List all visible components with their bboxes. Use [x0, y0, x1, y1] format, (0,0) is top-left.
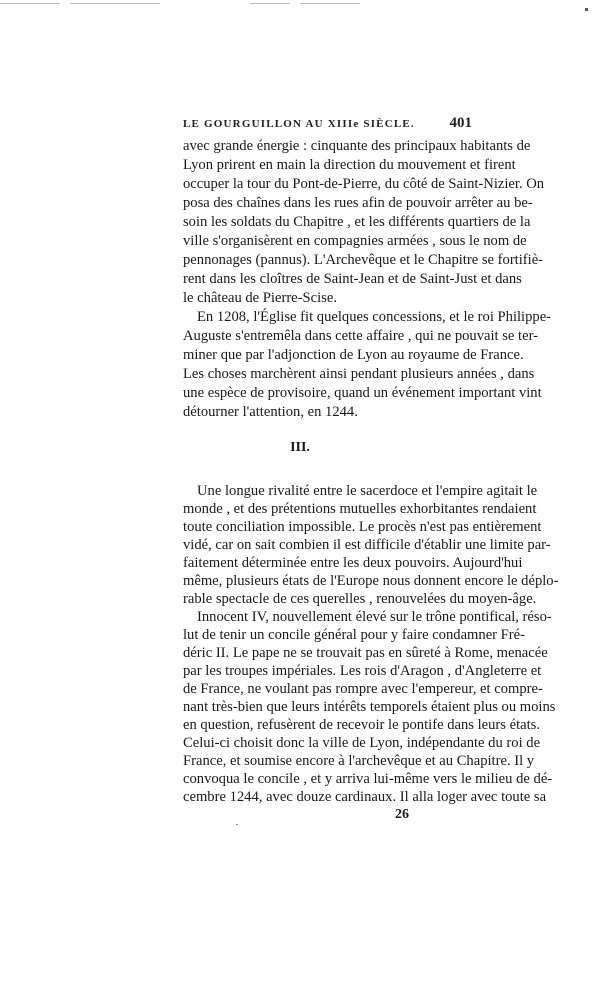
section-heading: III. — [290, 440, 310, 455]
text-line: le château de Pierre-Scise. — [183, 290, 337, 306]
scan-speck — [585, 8, 588, 11]
text-line: Lyon prirent en main la direction du mouvement et firent — [183, 157, 516, 173]
text-line: avec grande énergie : cinquante des principaux habitants de — [183, 138, 531, 154]
text-line: vidé, car on sait combien il est difficile d'établir une limite par- — [183, 537, 551, 553]
scan-speck — [236, 824, 238, 825]
text-line: lut de tenir un concile général pour y faire condamner Fré- — [183, 627, 525, 643]
text-line: détourner l'attention, en 1244. — [183, 404, 358, 420]
text-line: soin les soldats du Chapitre , et les différents quartiers de la — [183, 214, 531, 230]
text-line: rable spectacle de ces querelles , renouvelées du moyen-âge. — [183, 591, 537, 607]
text-line: pennonages (pannus). L'Archevêque et le Chapitre se fortifiè- — [183, 252, 544, 268]
text-line: par les troupes impériales. Les rois d'Aragon , d'Angleterre et — [183, 663, 542, 679]
text-line: une espèce de provisoire, quand un événement important vint — [183, 385, 542, 401]
text-line: faitement déterminée entre les deux pouvoirs. Aujourd'hui — [183, 555, 523, 571]
text-line: cembre 1244, avec douze cardinaux. Il alla loger avec toute sa — [183, 789, 547, 805]
text-line: déric II. Le pape ne se trouvait pas en sûreté à Rome, menacée — [183, 645, 548, 661]
text-line: Une longue rivalité entre le sacerdoce et l'empire agitait le — [197, 483, 538, 499]
text-line: ville s'organisèrent en compagnies armées , sous le nom de — [183, 233, 527, 249]
text-line: nant très-bien que leurs intérêts temporels étaient plus ou moins — [183, 699, 556, 715]
text-line: en question, refusèrent de recevoir le pontife dans leurs états. — [183, 717, 541, 733]
text-line: de France, ne voulant pas rompre avec l'empereur, et compre- — [183, 681, 543, 697]
text-line: rent dans les cloîtres de Saint-Jean et de Saint-Just et dans — [183, 271, 522, 287]
text-line: En 1208, l'Église fit quelques concessions, et le roi Philippe- — [197, 309, 552, 325]
text-line: Innocent IV, nouvellement élevé sur le trône pontifical, réso- — [197, 609, 552, 625]
text-line: convoqua le concile , et y arriva lui-même vers le milieu de dé- — [183, 771, 553, 787]
scan-edge-artifacts — [0, 0, 600, 8]
signature-mark: 26 — [395, 807, 409, 822]
text-line: Les choses marchèrent ainsi pendant plusieurs années , dans — [183, 366, 535, 382]
text-line: posa des chaînes dans les rues afin de pouvoir arrêter au be- — [183, 195, 533, 211]
text-line: toute conciliation impossible. Le procès n'est pas entièrement — [183, 519, 542, 535]
text-line: occuper la tour du Pont-de-Pierre, du côté de Saint-Nizier. On — [183, 176, 545, 192]
text-line: même, plusieurs états de l'Europe nous donnent encore le déplo- — [183, 573, 559, 589]
text-line: Auguste s'entremêla dans cette affaire , qui ne pouvait se ter- — [183, 328, 539, 344]
text-line: miner que par l'adjonction de Lyon au royaume de France. — [183, 347, 524, 363]
text-line: monde , et des prétentions mutuelles exhorbitantes rendaient — [183, 501, 537, 517]
running-title: LE GOURGUILLON AU XIIIe SIÈCLE. — [183, 118, 415, 130]
text-line: Celui-ci choisit donc la ville de Lyon, indépendante du roi de — [183, 735, 541, 751]
page-number: 401 — [449, 115, 472, 131]
text-line: France, et soumise encore à l'archevêque et au Chapitre. Il y — [183, 753, 535, 769]
paragraph-1 — [183, 137, 552, 422]
page-header — [183, 115, 472, 138]
paragraph-3 — [183, 482, 559, 806]
